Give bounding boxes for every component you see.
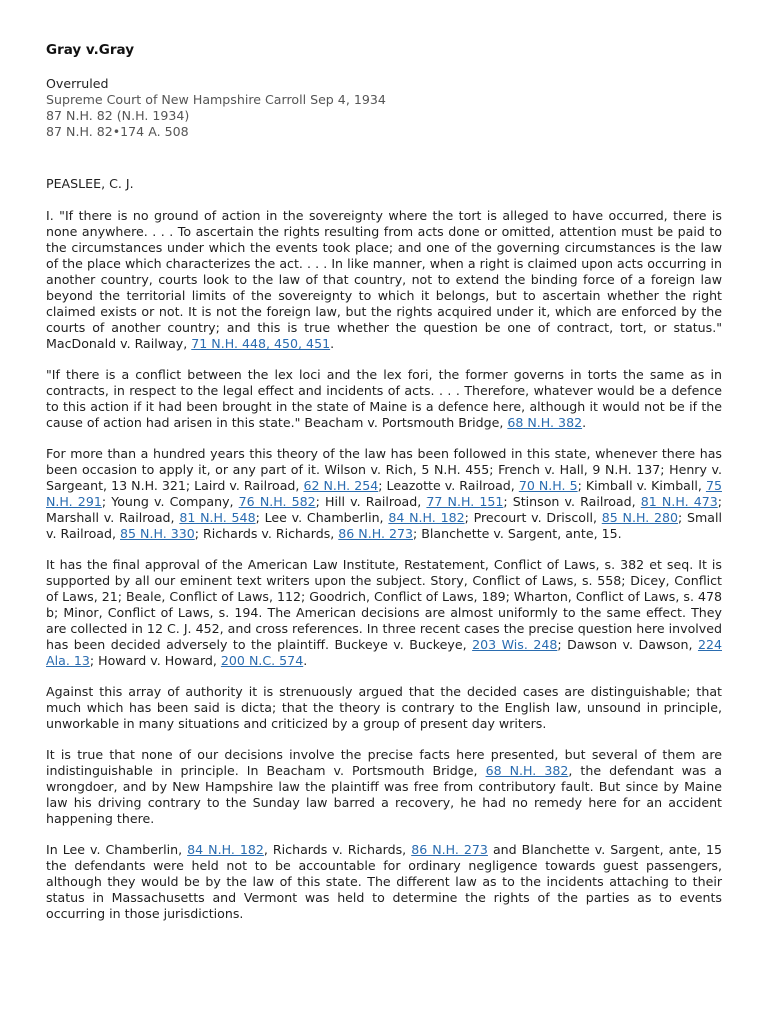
citation-link[interactable]: 70 N.H. 5 — [518, 478, 578, 493]
paragraph-text: ; Lee v. Chamberlin, — [255, 510, 389, 525]
paragraph-text: . — [303, 653, 308, 668]
citation-link[interactable]: 77 N.H. 151 — [426, 494, 504, 509]
opinion-body — [46, 208, 722, 922]
paragraph-text: I. "If there is no ground of action in the sovereignty where the tort is alleged to have occurred, there is none anywhere. . . . To ascertain the rights resulting from acts done or omitted, attention must be paid to the circumstances under which the events took place; and one of the governing circumstances is the law of the place which characterizes the act. . . . In like manner, when a right is claimed upon acts occurring in another country, courts look to the law of that country, not to extend the binding force of a foreign law beyond the territorial limits of the sovereignty to which it belongs, but to ascertain whether the right claimed exists or not. It is not the foreign law, but the rights acquired under it, which are enforced by the courts of another country; and this is true whether the question be one of contract, tort, or status." MacDonald v. Railway, — [46, 208, 722, 351]
citation-link[interactable]: 68 N.H. 382 — [485, 763, 569, 778]
paragraph-text: Against this array of authority it is strenuously argued that the decided cases are distinguishable; that much which has been said is dicta; that the theory is contrary to the English law, unsound in principle, unworkable in many situations and criticized by a group of present day writers. — [46, 684, 722, 731]
paragraph-text: ; Dawson v. Dawson, — [557, 637, 698, 652]
citation-link[interactable]: 81 N.H. 473 — [640, 494, 718, 509]
citation-link[interactable]: 86 N.H. 273 — [411, 842, 488, 857]
opinion-paragraph — [46, 367, 722, 431]
opinion-paragraph — [46, 747, 722, 827]
paragraph-text: ; Richards v. Richards, — [194, 526, 339, 541]
paragraph-text: ; Marshall v. Railroad, — [46, 494, 723, 525]
paragraph-text: , Richards v. Richards, — [263, 842, 412, 857]
paragraph-text: ; Blanchette v. Sargent, ante, 15. — [413, 526, 622, 541]
paragraph-text: ; Hill v. Railroad, — [315, 494, 427, 509]
citation-link[interactable]: 71 N.H. 448, 450, 451 — [191, 336, 331, 351]
citation-link[interactable]: 224 Ala. 13 — [46, 637, 722, 668]
citation-link[interactable]: 85 N.H. 330 — [120, 526, 195, 541]
paragraph-text: ; Leazotte v. Railroad, — [378, 478, 519, 493]
paragraph-text: It has the final approval of the American Law Institute, Restatement, Conflict of Laws, s. 382 et seq. It is supported by all our eminent text writers upon the subject. Story, Conflict of Laws, s. 558; Dicey, Conflict of Laws, 21; Beale, Conflict of Laws, 112; Goodrich, Conflict of Laws, 189; Wharton, Conflict of Laws, s. 478 b; Minor, Conflict of Laws, s. 194. The American decisions are almost uniformly to the same effect. They are collected in 12 C. J. 452, and cross references. In three recent cases the precise question here involved has been decided adversely to the plaintiff. Buckeye v. Buckeye, — [46, 557, 722, 652]
paragraph-text: ; Precourt v. Driscoll, — [464, 510, 602, 525]
citation-link[interactable]: 200 N.C. 574 — [220, 653, 304, 668]
citation-link[interactable]: 85 N.H. 280 — [601, 510, 679, 525]
citation-link[interactable]: 75 N.H. 291 — [46, 478, 722, 509]
paragraph-text: , the defendant was a wrongdoer, and by New Hampshire law the plaintiff was free from contributory fault. But since by Maine law his driving contrary to the Sunday law barred a recovery, he had no remedy here for an accident happening there. — [46, 763, 722, 826]
citation-link[interactable]: 203 Wis. 248 — [472, 637, 558, 652]
paragraph-text: ; Howard v. Howard, — [89, 653, 221, 668]
opinion-paragraph — [46, 842, 722, 922]
case-status: Overruled — [46, 76, 109, 91]
paragraph-text: For more than a hundred years this theory of the law has been followed in this state, whenever there has been occasion to apply it, or any part of it. Wilson v. Rich, 5 N.H. 455; French v. Hall, 9 N.H. 137; Henry v. Sargeant, 13 N.H. 321; Laird v. Railroad, — [46, 446, 722, 493]
opinion-paragraph — [46, 684, 722, 732]
parallel-citation-line: 87 N.H. 82•174 A. 508 — [46, 124, 189, 139]
citation-link[interactable]: 62 N.H. 254 — [303, 478, 379, 493]
citation-link[interactable]: 68 N.H. 382 — [507, 415, 583, 430]
paragraph-text: and Blanchette v. Sargent, ante, 15 the defendants were held not to be accountable for ordinary negligence towards guest passengers, although they would be by the law of this state. The different law as to the incidents attaching to their status in Massachusetts and Vermont was held to determine the rights of the parties as to events occurring in those jurisdictions. — [46, 842, 722, 921]
opinion-paragraph — [46, 557, 722, 669]
paragraph-text: ; Stinson v. Railroad, — [503, 494, 641, 509]
paragraph-text: ; Young v. Company, — [101, 494, 239, 509]
paragraph-text: . — [582, 415, 587, 430]
citation-link[interactable]: 86 N.H. 273 — [338, 526, 414, 541]
citation-link[interactable]: 84 N.H. 182 — [187, 842, 264, 857]
paragraph-text: In Lee v. Chamberlin, — [46, 842, 188, 857]
opinion-paragraph — [46, 446, 722, 542]
judge-name: PEASLEE, C. J. — [46, 176, 134, 191]
citation-line: 87 N.H. 82 (N.H. 1934) — [46, 108, 190, 123]
case-title: Gray v.Gray — [46, 42, 134, 58]
citation-link[interactable]: 84 N.H. 182 — [388, 510, 465, 525]
citation-link[interactable]: 81 N.H. 548 — [179, 510, 256, 525]
court-line: Supreme Court of New Hampshire Carroll Sep 4, 1934 — [46, 92, 386, 107]
opinion-paragraph — [46, 208, 722, 352]
paragraph-text: "If there is a conflict between the lex loci and the lex fori, the former governs in torts the same as in contracts, in respect to the legal effect and incidents of acts. . . . Therefore, whatever would be a defence to this action if it had been brought in the state of Maine is a defence here, although it would not be if the cause of action had arisen in this state." Beacham v. Portsmouth Bridge, — [46, 367, 722, 430]
paragraph-text: ; Kimball v. Kimball, — [577, 478, 706, 493]
case-document — [46, 42, 722, 937]
citation-link[interactable]: 76 N.H. 582 — [238, 494, 316, 509]
paragraph-text: ; Small v. Railroad, — [46, 510, 723, 541]
paragraph-text: . — [330, 336, 335, 351]
paragraph-text: It is true that none of our decisions involve the precise facts here presented, but several of them are indistinguishable in principle. In Beacham v. Portsmouth Bridge, — [46, 747, 722, 778]
